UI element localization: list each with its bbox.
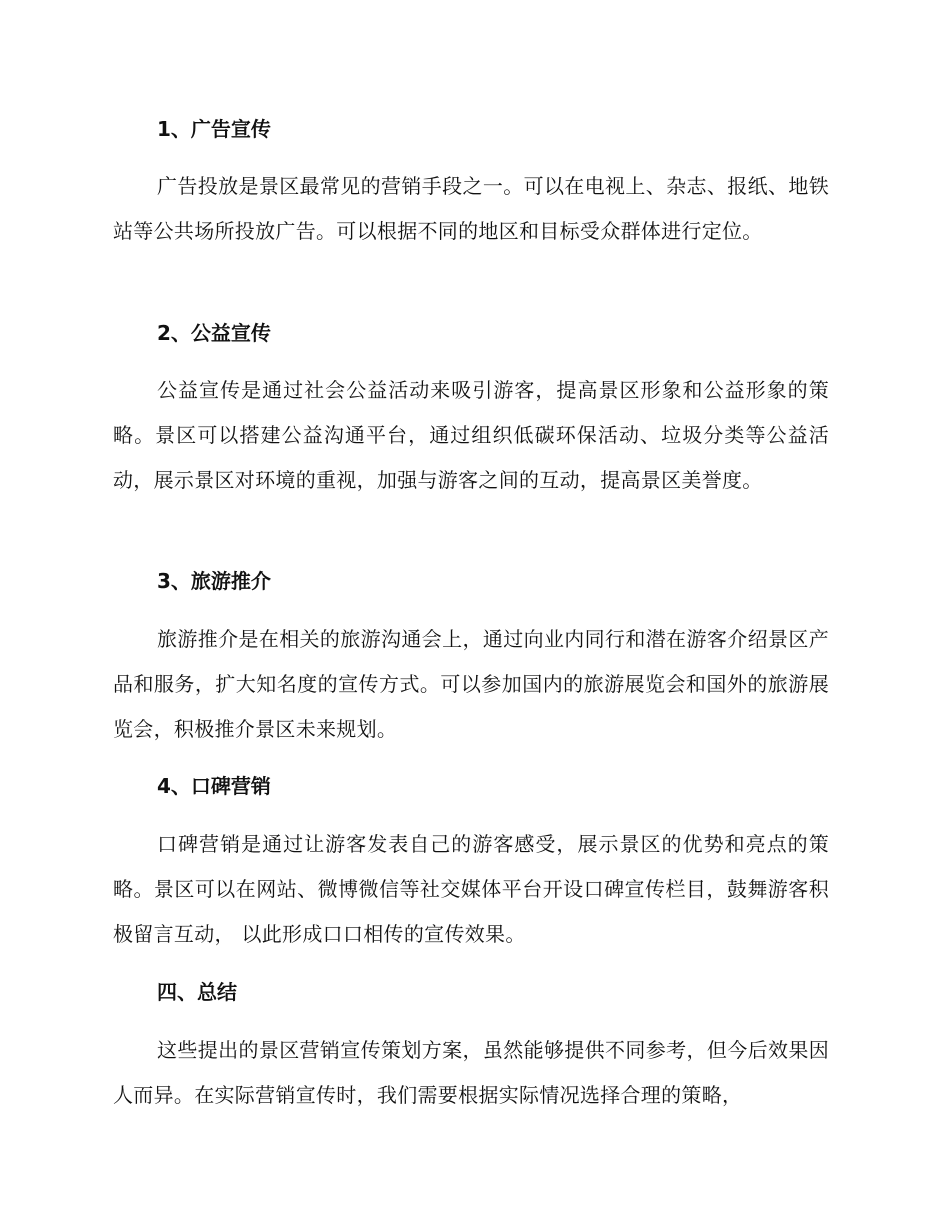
section-heading-word-of-mouth: 4、口碑营销 (157, 774, 271, 798)
section-body-summary: 这些提出的景区营销宣传策划方案，虽然能够提供不同参考，但今后效果因人而异。在实际营销宣传时，我们需要根据实际情况选择合理的策略， (113, 1038, 829, 1107)
section-heading-public-welfare: 2、公益宣传 (157, 321, 271, 345)
section-body-public-welfare: 公益宣传是通过社会公益活动来吸引游客，提高景区形象和公益形象的策略。景区可以搭建公益沟通平台，通过组织低碳环保活动、垃圾分类等公益活动，展示景区对环境的重视，加强与游客之间的互动，提高景区美誉度。 (113, 378, 829, 492)
section-body-tourism-promotion: 旅游推介是在相关的旅游沟通会上，通过向业内同行和潜在游客介绍景区产品和服务，扩大知名度的宣传方式。可以参加国内的旅游展览会和国外的旅游展览会，积极推介景区未来规划。 (113, 627, 829, 741)
section-heading-ads: 1、广告宣传 (157, 117, 271, 141)
section-heading-tourism-promotion: 3、旅游推介 (157, 569, 271, 593)
section-heading-summary: 四、总结 (157, 980, 237, 1004)
section-body-ads: 广告投放是景区最常见的营销手段之一。可以在电视上、杂志、报纸、地铁站等公共场所投放广告。可以根据不同的地区和目标受众群体进行定位。 (113, 174, 829, 243)
section-body-word-of-mouth: 口碑营销是通过让游客发表自己的游客感受，展示景区的优势和亮点的策略。景区可以在网站、微博微信等社交媒体平台开设口碑宣传栏目，鼓舞游客积极留言互动， 以此形成口口相传的宣传效果。 (113, 832, 829, 946)
